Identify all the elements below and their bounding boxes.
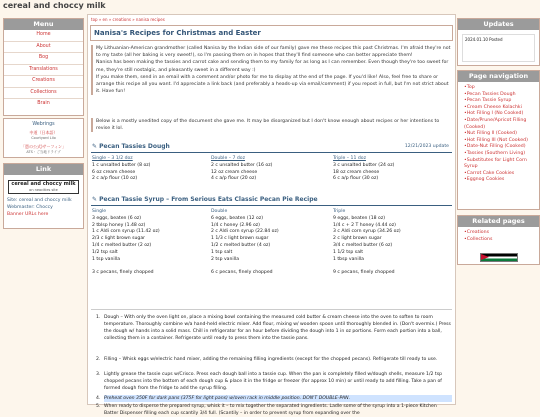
syrup-single-line: 1 tsp vanilla: [92, 256, 121, 262]
step-text: Filling – Whisk eggs w/electric hand mixer, adding the remaining filling ingredients (except for the chopped pecans). Refrigerate till ready to use.: [104, 357, 438, 362]
section-icon: ✎: [92, 143, 98, 150]
link-banner-urls[interactable]: Banner URLs here: [7, 212, 49, 217]
dough-triple-line: 3 c unsalted butter (24 oz): [333, 162, 395, 168]
syrup-single-line: 1/2 tsp salt: [92, 249, 118, 255]
menu-item-brain[interactable]: Brain: [37, 101, 50, 106]
step-2: [96, 356, 452, 363]
syrup-double: [211, 209, 279, 277]
section-dough-title-text: Pecan Tassies Dough: [99, 143, 170, 150]
step-number: 3.: [96, 372, 101, 377]
syrup-double-line: 2 tsp vanilla: [211, 256, 240, 262]
dough-triple-line: 6 c a/p flour (30 oz): [333, 176, 379, 182]
link-banner-title: cereal and choccy milk: [11, 181, 76, 187]
flag-triangle: [481, 254, 489, 260]
page-nav-item[interactable]: • Pecan Tassie Syrup: [464, 98, 536, 105]
syrup-single: [92, 209, 160, 277]
syrup-single-line: 2/3 c light brown sugar: [92, 236, 146, 242]
site-title[interactable]: cereal and choccy milk: [3, 1, 106, 10]
syrup-double-line: 6 eggs, beaten (12 oz): [211, 215, 264, 221]
syrup-single-line: 2 tblsp honey (1.48 oz): [92, 222, 146, 228]
updates-entry: 2024.01.10 Posted: [465, 37, 503, 42]
syrup-single-line: 3 eggs, beaten (6 oz): [92, 215, 142, 221]
related-item-creations[interactable]: • Creations: [464, 230, 536, 237]
related-item-collections[interactable]: • Collections: [464, 237, 536, 244]
dough-triple-head: Triple – 11 doz: [333, 156, 366, 161]
dough-single: [92, 156, 150, 183]
divider: [91, 205, 452, 206]
step-5: [96, 403, 452, 417]
section-icon: ✎: [92, 196, 98, 203]
updates-box: [462, 34, 535, 62]
step-text: Dough – With only the oven light on, place a mixing bowl containing the measured cold butter & cream cheese into the oven to soften to room temperature. Thoroughly combine w/a hand-held electric mixer. Add flour, mixing w/ wooden spoon until thoroughly blended in. (Don't overmix.) Press the dough w/ hands into a solid mass. Chill in refrigerator for an hour before dividing the dough into 1 in oz portions. Form each portion into a ball, collecting them in a container. Refrigerate until ready to press them into the tassie pans.: [104, 315, 451, 342]
syrup-triple-line: 3 c Aldi corn syrup (34.26 oz): [333, 229, 401, 235]
step-1: [96, 314, 452, 342]
syrup-triple-line: 9 eggs, beaten (18 oz): [333, 215, 386, 221]
palestine-flag-icon: [480, 253, 518, 262]
page-nav-header: Page navigation: [458, 71, 539, 82]
syrup-double-head: Double: [211, 209, 228, 214]
webrings-panel: [3, 118, 84, 158]
menu-item-creations[interactable]: Creations: [4, 76, 83, 88]
syrup-double-line: 1/2 c melted butter (4 oz): [211, 242, 271, 248]
syrup-single-line: 1 c Aldi corn syrup (11.42 oz): [92, 229, 160, 235]
link-webmaster-label: Webmaster: Choccy: [7, 205, 53, 210]
page-nav-item[interactable]: • Top: [464, 85, 536, 92]
page-nav-item[interactable]: • Tassies (Southern Living): [464, 151, 536, 158]
step-number: 2.: [96, 357, 101, 362]
dough-double-line: 12 oz cream cheese: [211, 169, 258, 175]
breadcrumb[interactable]: top » en » creations » nanisa recipes: [91, 17, 165, 22]
intro-note: Below is a mostly unedited copy of the document she gave me. It may be disorganized but I don't know enough about recipes or her intentions to revise it lol.: [91, 118, 452, 132]
link-site-label: Site: cereal and choccy milk: [7, 198, 72, 203]
syrup-single-line: 1/4 c melted butter (2 oz): [92, 242, 152, 248]
page-nav-item[interactable]: • Hot Filling III (Not Cooked): [464, 138, 536, 145]
updates-header: Updates: [458, 19, 539, 30]
dough-single-line: 6 oz cream cheese: [92, 169, 136, 175]
syrup-single-line: 3 c pecans, finely chopped: [92, 270, 154, 276]
menu-item-collections[interactable]: Collections: [4, 88, 83, 100]
menu-item-home[interactable]: Home: [4, 30, 83, 42]
page-nav-item[interactable]: • Eggnog Cookies: [464, 177, 536, 184]
page-nav-item[interactable]: • Nut Filling II (Cooked): [464, 131, 536, 138]
top-bar: [0, 0, 540, 13]
syrup-triple-line: 1 tbsp vanilla: [333, 256, 364, 262]
syrup-triple: [333, 209, 401, 277]
menu-item-translations[interactable]: Translations: [4, 65, 83, 77]
page-nav-list: [458, 82, 539, 186]
syrup-triple-head: Triple: [333, 209, 346, 214]
step-4: [96, 395, 452, 402]
syrup-double-line: 1/4 c honey (2.96 oz): [211, 222, 260, 228]
related-header: Related pages: [458, 216, 539, 227]
syrup-double-line: 1 1/3 c light brown sugar: [211, 236, 269, 242]
updates-panel: [457, 18, 540, 66]
intro-p1: My Lithuanian-American grandmother (called Nanisa by the Indian side of our family) gave me these recipes this past Christmas. I'm afraid they're not to my taste (all her baking is very sweet!), so I'm passing them on in hopes that they'll find someone who can better appreciate them!: [96, 46, 451, 59]
menu-header: Menu: [4, 19, 83, 30]
step-text: When ready to disperse the prepared syrup, whisk it – to mix together the separated ingredients. Ladle some of the syrup into a 1-piece Kitchen Batter Dispenser filling each cup scantily 3/4 full. (Scantily – in order to prevent syrup from expanding over the: [104, 404, 437, 417]
page-title-box: [90, 25, 453, 41]
webring-link-2[interactable]: 「愚の公式)サーフィン」: [20, 144, 67, 149]
related-panel: [457, 215, 540, 265]
dough-double-head: Double – 7 doz: [211, 156, 246, 161]
page-nav-panel: [457, 70, 540, 210]
syrup-double-line: 2 c Aldi corn syrup (22.84 oz): [211, 229, 279, 235]
webring-link-1[interactable]: 中道（日本語）: [29, 130, 58, 135]
intro-p2: Nanisa has been making the tassies and carrot cake and sending them to my family for as long as I can remember. Even though they're too sweet for me, they're still nostalgic, and pleasantly sweet in a different way :): [96, 60, 449, 73]
menu-panel: [3, 18, 84, 116]
intro-block: [91, 45, 452, 95]
dough-triple-line: 18 oz cream cheese: [333, 169, 380, 175]
section-dough-date: 12/21/2023 update: [404, 144, 449, 149]
divider: [91, 309, 452, 310]
step-text: Lightly grease the tassie cups w/Crisco. Press each dough ball into a tassie cup. When the pan is completely filled w/dough shells, measure 1/2 tsp chopped pecans into the bottom of each dough cup & place it in the fridge or freezer (for approx 10 min) or until ready to add filling. Take a pan of formed dough from the fridge to add the syrup filling.: [104, 372, 443, 392]
page-nav-item[interactable]: • Date-Nut Filling (Cooked): [464, 144, 536, 151]
syrup-triple-line: 3/4 c melted butter (6 oz): [333, 242, 393, 248]
syrup-double-line: 1 tsp salt: [211, 249, 233, 255]
step-number: 1.: [96, 315, 101, 320]
step-number: 4.: [96, 396, 101, 401]
link-banner-sub: on neocities site: [29, 188, 58, 192]
page-nav-item[interactable]: • Carrot Cake Cookies: [464, 171, 536, 178]
syrup-triple-line: 1 1/2 tsp salt: [333, 249, 364, 255]
webring-link-1-sub: Courtyard Lilo: [31, 136, 56, 140]
intro-p3: If you make them, send in an email with a comment and/or photo for me to display at the end of the page. If you'd like! Also, feel free to share or arrange this recipe all you want. I'd appreciate a link back (and preferably a heads-up via email/comment) if you repost in full, but I'm not strict about it. Have fun!: [96, 74, 449, 95]
page-nav-item[interactable]: • Substitutes for Light Corn Syrup: [464, 158, 536, 171]
link-panel: [3, 163, 84, 229]
page-title: Nanisa's Recipes for Christmas and Easter: [94, 29, 261, 37]
syrup-triple-line: 1/4 c + 2 T honey (4.44 oz): [333, 222, 396, 228]
webrings-label: Webrings: [32, 122, 55, 127]
section-syrup-title: [92, 196, 318, 203]
related-list: [458, 227, 539, 245]
page-nav-item[interactable]: • Cream Cheese Kolachki: [464, 105, 536, 112]
menu-item-bog[interactable]: Bog: [4, 53, 83, 65]
dough-triple: [333, 156, 394, 183]
page-nav-item[interactable]: • Hot Filling I (No Cooked): [464, 111, 536, 118]
link-banner[interactable]: [8, 180, 79, 194]
menu-item-about[interactable]: About: [4, 42, 83, 54]
syrup-triple-line: 2 c light brown sugar: [333, 236, 382, 242]
dough-double-line: 4 c a/p flour (20 oz): [211, 176, 257, 182]
syrup-single-head: Single: [92, 209, 107, 214]
step-3: [96, 371, 452, 392]
webring-link-2-sub: ATS・ご当地ドライブ: [26, 150, 61, 154]
dough-double: [211, 156, 272, 183]
dough-single-head: Single – 3 1/2 doz: [92, 156, 133, 161]
main-content: [87, 14, 456, 417]
syrup-triple-line: 9 c pecans, finely chopped: [333, 270, 395, 276]
dough-single-line: 2 c a/p flour (10 oz): [92, 176, 138, 182]
divider: [91, 152, 452, 153]
section-dough-title: [92, 143, 170, 150]
page-nav-item[interactable]: • Date/Prune/Apricot Filling (Cooked): [464, 118, 536, 131]
section-syrup-title-text: Pecan Tassie Syrup – From Serious Eats Classic Pecan Pie Recipe: [99, 196, 318, 203]
link-header: Link: [4, 164, 83, 175]
syrup-double-line: 6 c pecans, finely chopped: [211, 270, 273, 276]
page-nav-item[interactable]: • Pecan Tassies Dough: [464, 92, 536, 99]
step-text: Preheat oven 350F for dark pans (375F for light pans) w/oven rack in middle position. DON'T DOUBLE-PAN.: [104, 396, 351, 401]
dough-single-line: 1 c unsalted butter (8 oz): [92, 162, 151, 168]
step-number: 5.: [96, 404, 101, 409]
dough-double-line: 2 c unsalted butter (16 oz): [211, 162, 273, 168]
